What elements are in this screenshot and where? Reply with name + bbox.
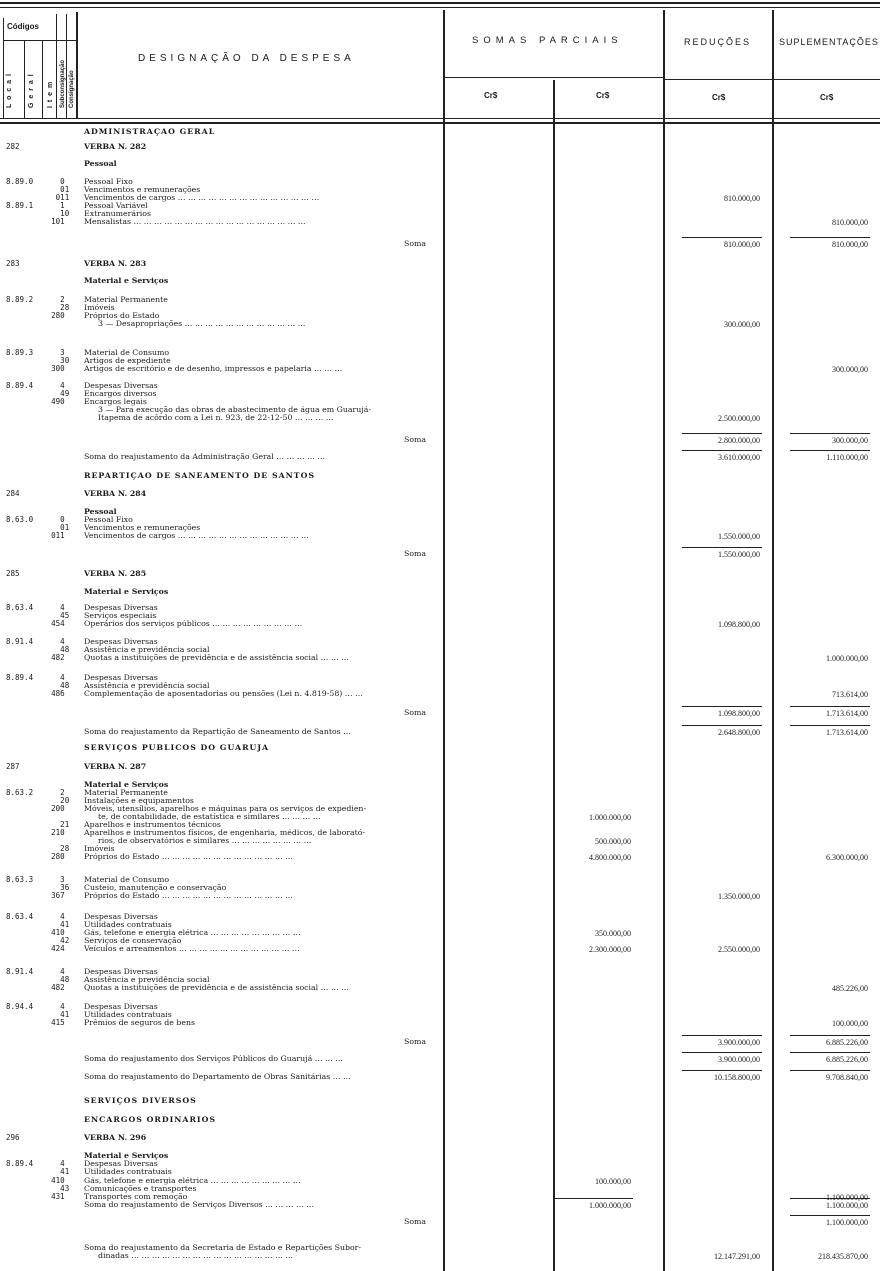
row-description: Despesas Diversas [84, 638, 158, 646]
sum-rule [790, 725, 870, 726]
row-description: Material Permanente [84, 296, 168, 304]
row-description: VERBA N. 287 [84, 763, 147, 771]
sum-rule [790, 1035, 870, 1036]
row-code: 36 [6, 883, 70, 892]
col-rule-sub [66, 14, 67, 118]
reduction-value: 3.900.000,00 [718, 1038, 760, 1047]
row-code: 431 [6, 1192, 65, 1201]
row-code: 28 [6, 844, 70, 853]
top-rule [0, 2, 880, 4]
row-description: Próprios do Estado … … … … … … … … … … … … … [84, 853, 293, 861]
row-code: 43 [6, 1184, 70, 1193]
reduction-value: 1.350.000,00 [718, 892, 760, 901]
row-description: Vencimentos de cargos … … … … … … … … … … … … … … [84, 194, 320, 202]
row-description: Imóveis [84, 845, 115, 853]
row-description: SERVIÇOS PUBLICOS DO GUARUJA [84, 744, 270, 752]
partial-sum-value: 100.000,00 [595, 1177, 631, 1186]
row-code: 30 [6, 356, 70, 365]
row-code: 8.94.4 4 [6, 1002, 65, 1011]
designacao-header: DESIGNAÇÃO DA DESPESA [138, 53, 355, 64]
row-description: ENCARGOS ORDINARIOS [84, 1116, 217, 1124]
row-description: 3 — Para execução das obras de abastecimento de água em Guarujá- [98, 406, 371, 414]
row-code: 48 [6, 975, 70, 984]
row-code: 296 [6, 1133, 20, 1142]
supplement-value: 6.885.226,00 [826, 1055, 868, 1064]
row-code: 200 [6, 804, 65, 813]
row-code: 486 [6, 689, 65, 698]
row-description: Encargos diversos [84, 390, 157, 398]
subconsignacao-label: Subconsignação [60, 59, 66, 108]
partial-sum-value: 1.000.000,00 [589, 813, 631, 822]
reduction-value: 2.800.000,00 [718, 436, 760, 445]
row-code: 410 [6, 928, 65, 937]
row-description: Soma do reajustamento da Secretaria de Estado e Repartições Subor- [84, 1244, 362, 1252]
row-description: Utilidades contratuais [84, 1168, 172, 1176]
header-bottom-rule-thick [0, 122, 880, 124]
reduction-value: 810.000,00 [724, 194, 760, 203]
row-description: Aparelhos e instrumentos técnicos [84, 821, 221, 829]
sum-rule [682, 1052, 762, 1053]
row-description: Gás, telefone e energia elétrica … … … … … … … … … [84, 929, 301, 937]
col-rule-desc-end [443, 10, 445, 1271]
row-description: dinadas … … … … … … … … … … … … … … … … [98, 1252, 294, 1260]
sum-rule [682, 1035, 762, 1036]
row-description: Móveis, utensílios, aparelhos e máquinas para os serviços de expedien- [84, 805, 367, 813]
row-code: 482 [6, 653, 65, 662]
row-code: 287 [6, 762, 20, 771]
row-code: 283 [6, 259, 20, 268]
codigos-label: Códigos [7, 22, 39, 31]
supplement-value: 713.614,00 [832, 690, 868, 699]
row-code: 8.91.4 4 [6, 967, 65, 976]
col-rule-item [56, 14, 57, 118]
row-description: Pessoal [84, 508, 117, 516]
row-description: Artigos de expediente [84, 357, 171, 365]
row-description: Material de Consumo [84, 876, 170, 884]
row-code: 8.91.4 4 [6, 637, 65, 646]
reduction-value: 3.610.000,00 [718, 453, 760, 462]
row-description: Encargos legais [84, 398, 147, 406]
row-description: Complementação de aposentadorias ou pensões (Lei n. 4.819-58) … … [84, 690, 363, 698]
sum-rule [682, 547, 762, 548]
row-description: Pessoal Fixo [84, 516, 133, 524]
row-description: VERBA N. 282 [84, 143, 147, 151]
sum-rule [682, 725, 762, 726]
row-description: Despesas Diversas [84, 968, 158, 976]
row-description: Despesas Diversas [84, 604, 158, 612]
row-code: 01 [6, 523, 70, 532]
item-label: I t e m [47, 80, 54, 108]
sum-rule [790, 237, 870, 238]
currency-parc1: Cr$ [484, 91, 498, 100]
row-description: SERVIÇOS DIVERSOS [84, 1097, 197, 1105]
sum-rule [553, 1198, 633, 1199]
row-description: 3 — Desapropriações … … … … … … … … … … … … [98, 320, 306, 328]
row-code: 8.89.4 4 [6, 673, 65, 682]
row-code: 101 [6, 217, 65, 226]
row-description: Despesas Diversas [84, 1003, 158, 1011]
partial-sum-value: 350.000,00 [595, 929, 631, 938]
row-description: Material de Consumo [84, 349, 170, 357]
row-code: 41 [6, 1167, 70, 1176]
geral-label: G e r a l [28, 73, 35, 108]
sum-rule [682, 237, 762, 238]
sum-rule [790, 1215, 870, 1216]
supplement-value: 1.100.000,00 [826, 1218, 868, 1227]
sum-rule [790, 450, 870, 451]
row-code: 367 [6, 891, 65, 900]
col-rule-local [24, 40, 25, 118]
row-description: Próprios do Estado [84, 312, 160, 320]
row-code: 415 [6, 1018, 65, 1027]
row-description: Vencimentos e remunerações [84, 524, 201, 532]
row-description: Próprios do Estado … … … … … … … … … … … … … [84, 892, 293, 900]
row-code: 284 [6, 489, 20, 498]
somas-parciais-header: SOMAS PARCIAIS [472, 35, 623, 46]
row-description: ADMINISTRAÇÃO GERAL [84, 128, 216, 136]
reduction-value: 300.000,00 [724, 320, 760, 329]
row-code: 8.89.4 4 [6, 1159, 65, 1168]
row-description: Comunicações e transportes [84, 1185, 197, 1193]
row-description: Material Permanente [84, 789, 168, 797]
reduction-value: 2.550.000,00 [718, 945, 760, 954]
suplementacoes-header: SUPLEMENTAÇÕES [779, 37, 879, 47]
row-code: 48 [6, 681, 70, 690]
row-code: 45 [6, 611, 70, 620]
row-description: Extranumerários [84, 210, 151, 218]
row-description: Despesas Diversas [84, 913, 158, 921]
row-description: Quotas a instituições de previdência e de assistência social … … … [84, 984, 349, 992]
row-code: 490 [6, 397, 65, 406]
row-description: Veículos e arreamentos … … … … … … … … … … … … [84, 945, 300, 953]
row-description: Instalações e equipamentos [84, 797, 194, 805]
soma-label: Soma [404, 550, 427, 558]
row-description: te, de contabilidade, de estatística e similares … … … … [98, 813, 321, 821]
row-code: 42 [6, 936, 70, 945]
row-description: Soma do reajustamento de Serviços Diversos … … … … … [84, 1201, 315, 1209]
supplement-value: 300.000,00 [832, 436, 868, 445]
row-description: VERBA N. 285 [84, 570, 147, 578]
row-code: 8.89.0 0 [6, 177, 65, 186]
sum-rule [682, 450, 762, 451]
row-description: Despesas Diversas [84, 674, 158, 682]
row-description: Utilidades contratuais [84, 1011, 172, 1019]
soma-label: Soma [404, 436, 427, 444]
row-code: 8.63.2 2 [6, 788, 65, 797]
currency-reducoes: Cr$ [712, 93, 726, 102]
supplement-value: 1.713.614,00 [826, 728, 868, 737]
row-description: Imóveis [84, 304, 115, 312]
soma-label: Soma [404, 1038, 427, 1046]
local-label: L o c a l [6, 73, 13, 108]
reduction-value: 1.098.800,00 [718, 620, 760, 629]
row-description: Material e Serviços [84, 1152, 169, 1160]
row-code: 49 [6, 389, 70, 398]
row-code: 8.63.4 4 [6, 912, 65, 921]
row-description: Mensalistas … … … … … … … … … … … … … … … … … [84, 218, 306, 226]
consignacao-label: Consignação [69, 70, 75, 108]
col-rule-left [3, 18, 4, 118]
col-rule-parc-mid [553, 80, 555, 1271]
row-description: REPARTIÇÃO DE SANEAMENTO DE SANTOS [84, 472, 315, 480]
row-description: Artigos de escritório e de desenho, impressos e papelaria … … … [84, 365, 343, 373]
currency-suplementacoes: Cr$ [820, 93, 834, 102]
reducoes-header: REDUÇÕES [684, 37, 752, 47]
sum-rule [790, 433, 870, 434]
sum-rule [790, 706, 870, 707]
row-description: Aparelhos e instrumentos físicos, de engenharia, médicos, de laborató- [84, 829, 366, 837]
row-code: 8.63.4 4 [6, 603, 65, 612]
reduction-value: 1.098.800,00 [718, 709, 760, 718]
row-description: rios, de observatórios e similares … … … … … … … … [98, 837, 312, 845]
row-description: Soma do reajustamento da Repartição de Saneamento de Santos … [84, 728, 351, 736]
row-code: 410 [6, 1176, 65, 1185]
supplement-value: 1.000.000,00 [826, 654, 868, 663]
row-description: Soma do reajustamento do Departamento de Obras Sanitárias … … [84, 1073, 351, 1081]
partial-sum-value: 500.000,00 [595, 837, 631, 846]
row-description: VERBA N. 296 [84, 1134, 147, 1142]
partial-sum-value: 4.800.000,00 [589, 853, 631, 862]
sum-rule [682, 433, 762, 434]
row-code: 300 [6, 364, 65, 373]
row-description: Material e Serviços [84, 781, 169, 789]
row-description: Soma do reajustamento dos Serviços Públicos do Guarujá … … … [84, 1055, 344, 1063]
row-description: Despesas Diversas [84, 1160, 158, 1168]
row-description: Soma do reajustamento da Administração Geral … … … … … [84, 453, 326, 461]
reduction-value: 2.648.800,00 [718, 728, 760, 737]
partial-sum-value: 1.000.000,00 [589, 1201, 631, 1210]
row-code: 282 [6, 142, 20, 151]
col-rule-codes-end [76, 12, 78, 118]
row-description: Assistência e previdência social [84, 976, 210, 984]
sum-rule [682, 1070, 762, 1071]
reduction-value: 1.550.000,00 [718, 550, 760, 559]
row-code: 21 [6, 820, 70, 829]
reduction-value: 1.550.000,00 [718, 532, 760, 541]
row-code: 210 [6, 828, 65, 837]
row-code: 280 [6, 311, 65, 320]
header-bottom-rule [0, 118, 880, 119]
soma-label: Soma [404, 240, 427, 248]
row-description: Pessoal [84, 160, 117, 168]
sum-rule [790, 1052, 870, 1053]
row-description: Prêmios de seguros de bens [84, 1019, 195, 1027]
row-description: Despesas Diversas [84, 382, 158, 390]
row-description: Itapema de acôrdo com a Lei n. 923, de 22-12-50 … … … … [98, 414, 334, 422]
supplement-value: 1.100.000,00 [826, 1201, 868, 1210]
row-description: Operários dos serviços públicos … … … … … … … … … [84, 620, 303, 628]
row-description: Serviços de conservação [84, 937, 182, 945]
row-description: Pessoal Variável [84, 202, 148, 210]
row-code: 48 [6, 645, 70, 654]
reduction-value: 2.500.000,00 [718, 414, 760, 423]
row-code: 8.63.0 0 [6, 515, 65, 524]
top-rule-thin [0, 7, 880, 8]
row-code: 482 [6, 983, 65, 992]
currency-parc2: Cr$ [596, 91, 610, 100]
row-description: Pessoal Fixo [84, 178, 133, 186]
row-code: 280 [6, 852, 65, 861]
soma-label: Soma [404, 1218, 427, 1226]
row-description: Vencimentos de cargos … … … … … … … … … … … … … [84, 532, 309, 540]
row-code: 41 [6, 1010, 70, 1019]
row-description: VERBA N. 284 [84, 490, 147, 498]
somas-rule [445, 77, 663, 78]
row-description: Utilidades contratuais [84, 921, 172, 929]
row-description: VERBA N. 283 [84, 260, 147, 268]
supplement-value: 810.000,00 [832, 240, 868, 249]
row-description: Material e Serviços [84, 588, 169, 596]
row-code: 41 [6, 920, 70, 929]
row-code: 28 [6, 303, 70, 312]
row-code: 8.63.3 3 [6, 875, 65, 884]
supplement-value: 300.000,00 [832, 365, 868, 374]
supplement-value: 9.708.840,00 [826, 1073, 868, 1082]
col-rule-red-end [772, 10, 774, 1271]
sum-rule [790, 1198, 870, 1199]
row-description: Transportes com remoção [84, 1193, 188, 1201]
row-code: 8.89.3 3 [6, 348, 65, 357]
reduction-value: 3.900.000,00 [718, 1055, 760, 1064]
row-code: 8.89.4 4 [6, 381, 65, 390]
row-code: 285 [6, 569, 20, 578]
supplement-value: 1.713.614,00 [826, 709, 868, 718]
row-description: Material e Serviços [84, 277, 169, 285]
col-rule-geral [42, 40, 43, 118]
partial-sum-value: 2.300.000,00 [589, 945, 631, 954]
row-code: 8.89.1 1 [6, 201, 65, 210]
row-code: 10 [6, 209, 70, 218]
row-code: 01 [6, 185, 70, 194]
supplement-value: 6.885.226,00 [826, 1038, 868, 1047]
row-description: Assistência e previdência social [84, 682, 210, 690]
row-code: 454 [6, 619, 65, 628]
reduction-value: 12.147.291,00 [714, 1252, 760, 1261]
row-code: 8.89.2 2 [6, 295, 65, 304]
supplement-value: 485.226,00 [832, 984, 868, 993]
row-description: Assistência e previdência social [84, 646, 210, 654]
row-code: 011 [6, 531, 65, 540]
row-description: Custeio, manutenção e conservação [84, 884, 227, 892]
row-description: Gás, telefone e energia elétrica … … … … … … … … … [84, 1177, 301, 1185]
supplement-value: 1.110.000,00 [826, 453, 868, 462]
row-description: Quotas a instituições de previdência e de assistência social … … … [84, 654, 349, 662]
supplement-value: 100.000,00 [832, 1019, 868, 1028]
col-rule-parc-end [663, 10, 665, 1271]
row-code: 424 [6, 944, 65, 953]
soma-label: Soma [404, 709, 427, 717]
reduction-value: 810.000,00 [724, 240, 760, 249]
reduction-value: 10.158.800,00 [714, 1073, 760, 1082]
row-description: Vencimentos e remunerações [84, 186, 201, 194]
sum-rule [682, 706, 762, 707]
sum-rule [790, 1070, 870, 1071]
row-code: 011 [6, 193, 70, 202]
supplement-value: 810.000,00 [832, 218, 868, 227]
supplement-value: 6.300.000,00 [826, 853, 868, 862]
supplement-value: 218.435.870,00 [818, 1252, 868, 1261]
row-code: 20 [6, 796, 70, 805]
row-description: Serviços especiais [84, 612, 157, 620]
